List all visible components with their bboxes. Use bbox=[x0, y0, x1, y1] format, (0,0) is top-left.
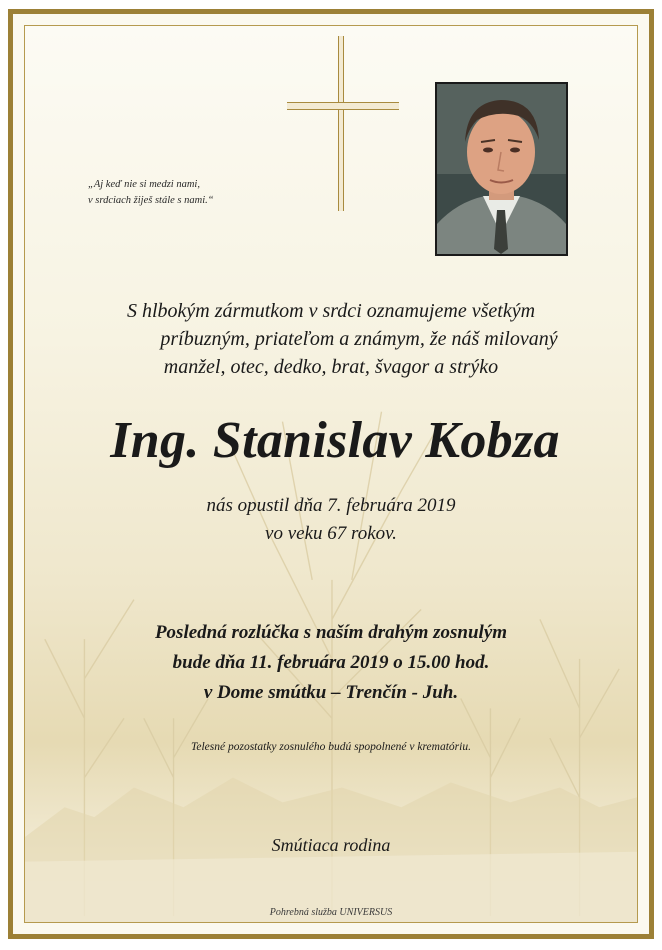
age-line: vo veku 67 rokov. bbox=[265, 523, 397, 544]
farewell-line-3: v Dome smútku – Trenčín - Juh. bbox=[203, 682, 459, 703]
intro-line-3: manžel, otec, dedko, brat, švagor a strýko bbox=[163, 356, 499, 378]
death-details bbox=[25, 492, 637, 548]
memorial-quote bbox=[88, 177, 308, 209]
portrait-illustration bbox=[437, 84, 566, 254]
announcement-intro bbox=[25, 297, 637, 381]
cremation-note: Telesné pozostatky zosnulého budú spopolnené v krematóriu. bbox=[191, 741, 471, 753]
cross-vertical-beam bbox=[338, 36, 344, 211]
deceased-name: Ing. Stanislav Kobza bbox=[110, 412, 560, 469]
parte-paper bbox=[24, 25, 638, 923]
cross-horizontal-beam bbox=[287, 102, 399, 110]
intro-line-2: príbuzným, priateľom a známym, že náš milovaný bbox=[160, 328, 558, 350]
farewell-details bbox=[25, 618, 637, 708]
quote-line-2: v srdciach žiješ stále s nami.“ bbox=[88, 195, 214, 206]
funeral-service-credit: Pohrebná služba UNIVERSUS bbox=[269, 907, 393, 918]
death-date-line: nás opustil dňa 7. februára 2019 bbox=[206, 495, 456, 516]
parte-frame bbox=[8, 9, 654, 939]
intro-line-1: S hlbokým zármutkom v srdci oznamujeme všetkým bbox=[126, 300, 536, 322]
farewell-line-1: Posledná rozlúčka s naším drahým zosnulým bbox=[154, 622, 508, 643]
farewell-line-2: bude dňa 11. februára 2019 o 15.00 hod. bbox=[172, 652, 490, 673]
quote-line-1: „Aj keď nie si medzi nami, bbox=[88, 179, 200, 190]
portrait-photo bbox=[435, 82, 568, 256]
grieving-family: Smútiaca rodina bbox=[271, 835, 391, 855]
